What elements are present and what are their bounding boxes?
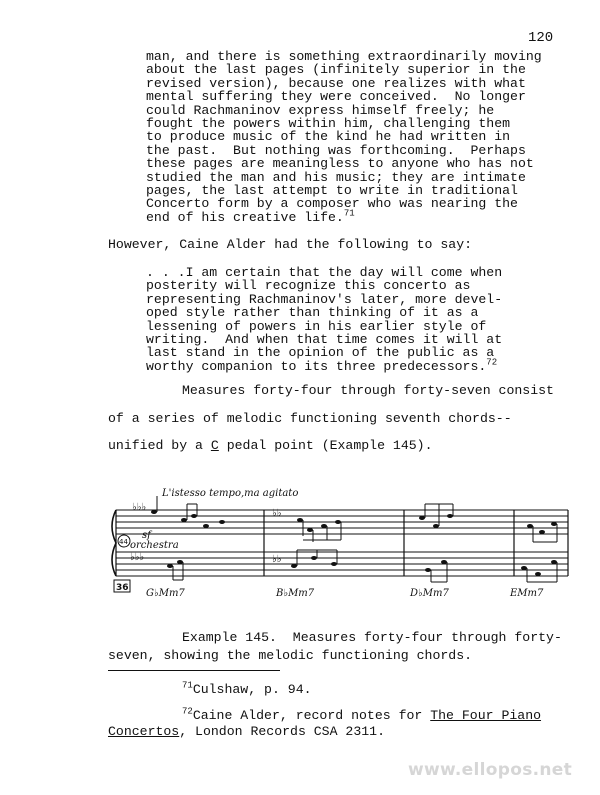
- page-tag: 36: [116, 583, 129, 593]
- footnote-divider: [108, 670, 280, 671]
- quote-line: about the last pages (infinitely superior in the: [146, 62, 526, 78]
- footnote-72-continued: [108, 724, 385, 739]
- footnote-71: [182, 682, 312, 697]
- quote-line: last stand in the opinion of the public as a: [146, 345, 495, 361]
- footnote-ref-71[interactable]: 71: [343, 208, 355, 219]
- paragraph-text: unified by a: [108, 438, 211, 453]
- quote-text: worthy companion to its three predecessors.: [146, 358, 487, 374]
- quote-line: the past. But nothing was forthcoming. Perhaps: [146, 142, 526, 158]
- noteheads: [151, 510, 557, 576]
- tempo-marking: L'istesso tempo,ma agitato: [162, 488, 299, 499]
- block-quote-culshaw: [146, 50, 546, 224]
- page-number: 120: [528, 30, 554, 46]
- quote-line: mental suffering they were conceived. No longer: [146, 89, 526, 105]
- bass-staff: [116, 552, 568, 576]
- quote-line: these pages are meaningless to anyone who has not: [146, 156, 534, 172]
- quote-line-last: [146, 357, 546, 374]
- quote-line: writing. And when that time comes it will at: [146, 332, 503, 348]
- quote-line: posterity will recognize this concerto as: [146, 278, 471, 294]
- example-caption: [108, 629, 568, 665]
- footnote-text: Culshaw, p. 94.: [192, 682, 312, 697]
- footnote-ref-72[interactable]: 72: [486, 357, 498, 368]
- quote-line: pages, the last attempt to write in traditional: [146, 183, 518, 199]
- footnote-title: Concertos: [108, 724, 180, 739]
- svg-text:♭♭: ♭♭: [272, 554, 282, 565]
- paragraph-line: [108, 438, 433, 453]
- footnote-text: Caine Alder, record notes for: [192, 708, 431, 723]
- pedal-point-note: C: [210, 438, 219, 453]
- quote-line: man, and there is something extraordinarily moving: [146, 49, 542, 64]
- chord-labels: [146, 588, 544, 599]
- paragraph-text: pedal point (Example 145).: [218, 438, 433, 453]
- quote-line: revised version), because one realizes with what: [146, 75, 526, 91]
- paragraph-line: Measures forty-four through forty-seven consist: [182, 383, 554, 398]
- quote-line: fought the powers within him, challenging them: [146, 116, 511, 132]
- chord-label: D♭Mm7: [410, 588, 449, 599]
- chord-label: G♭Mm7: [146, 588, 185, 599]
- quote-line: representing Rachmaninov's later, more devel-: [146, 291, 503, 307]
- instrument-label: orchestra: [130, 540, 179, 551]
- measure-number: 44: [119, 538, 128, 546]
- footnote-text: , London Records CSA 2311.: [179, 724, 385, 739]
- treble-staff: [116, 510, 568, 534]
- quote-line: . . .I am certain that the day will come when: [146, 265, 503, 280]
- block-quote-alder: [146, 266, 546, 373]
- quote-line-last: [146, 208, 546, 225]
- svg-text:♭♭♭: ♭♭♭: [130, 552, 145, 563]
- quote-line: oped style rather than thinking of it as a: [146, 305, 479, 321]
- chord-label: B♭Mm7: [276, 588, 315, 599]
- quote-line: Concerto form by a composer who was nearing the: [146, 196, 518, 212]
- quote-line: studied the man and his music; they are intimate: [146, 169, 526, 185]
- svg-text:♭♭♭: ♭♭♭: [132, 502, 147, 513]
- caption-line: seven, showing the melodic functioning chords.: [108, 648, 473, 663]
- quote-text: end of his creative life.: [146, 209, 344, 225]
- quote-line: to produce music of the kind he had written in: [146, 129, 511, 145]
- footnote-title: The Four Piano: [430, 708, 542, 723]
- svg-text:♭♭: ♭♭: [272, 508, 282, 519]
- music-example-145: [110, 486, 570, 600]
- quote-line: could Rachmaninov express himself freely; he: [146, 102, 495, 118]
- paragraph-line: of a series of melodic functioning seventh chords--: [108, 411, 512, 426]
- footnote-72: [182, 708, 541, 723]
- stems-beams: [157, 496, 557, 582]
- watermark: www.ellopos.net: [408, 760, 573, 780]
- dynamic-marking: sf: [142, 530, 151, 541]
- caption-line: Example 145. Measures forty-four through forty-: [182, 630, 562, 645]
- quote-line: lessening of powers in his earlier style of: [146, 318, 487, 334]
- chord-label: EMm7: [510, 588, 544, 599]
- footnote-number: 71: [182, 680, 193, 691]
- transition-sentence: However, Caine Alder had the following to say:: [108, 237, 473, 252]
- footnote-number: 72: [182, 706, 193, 717]
